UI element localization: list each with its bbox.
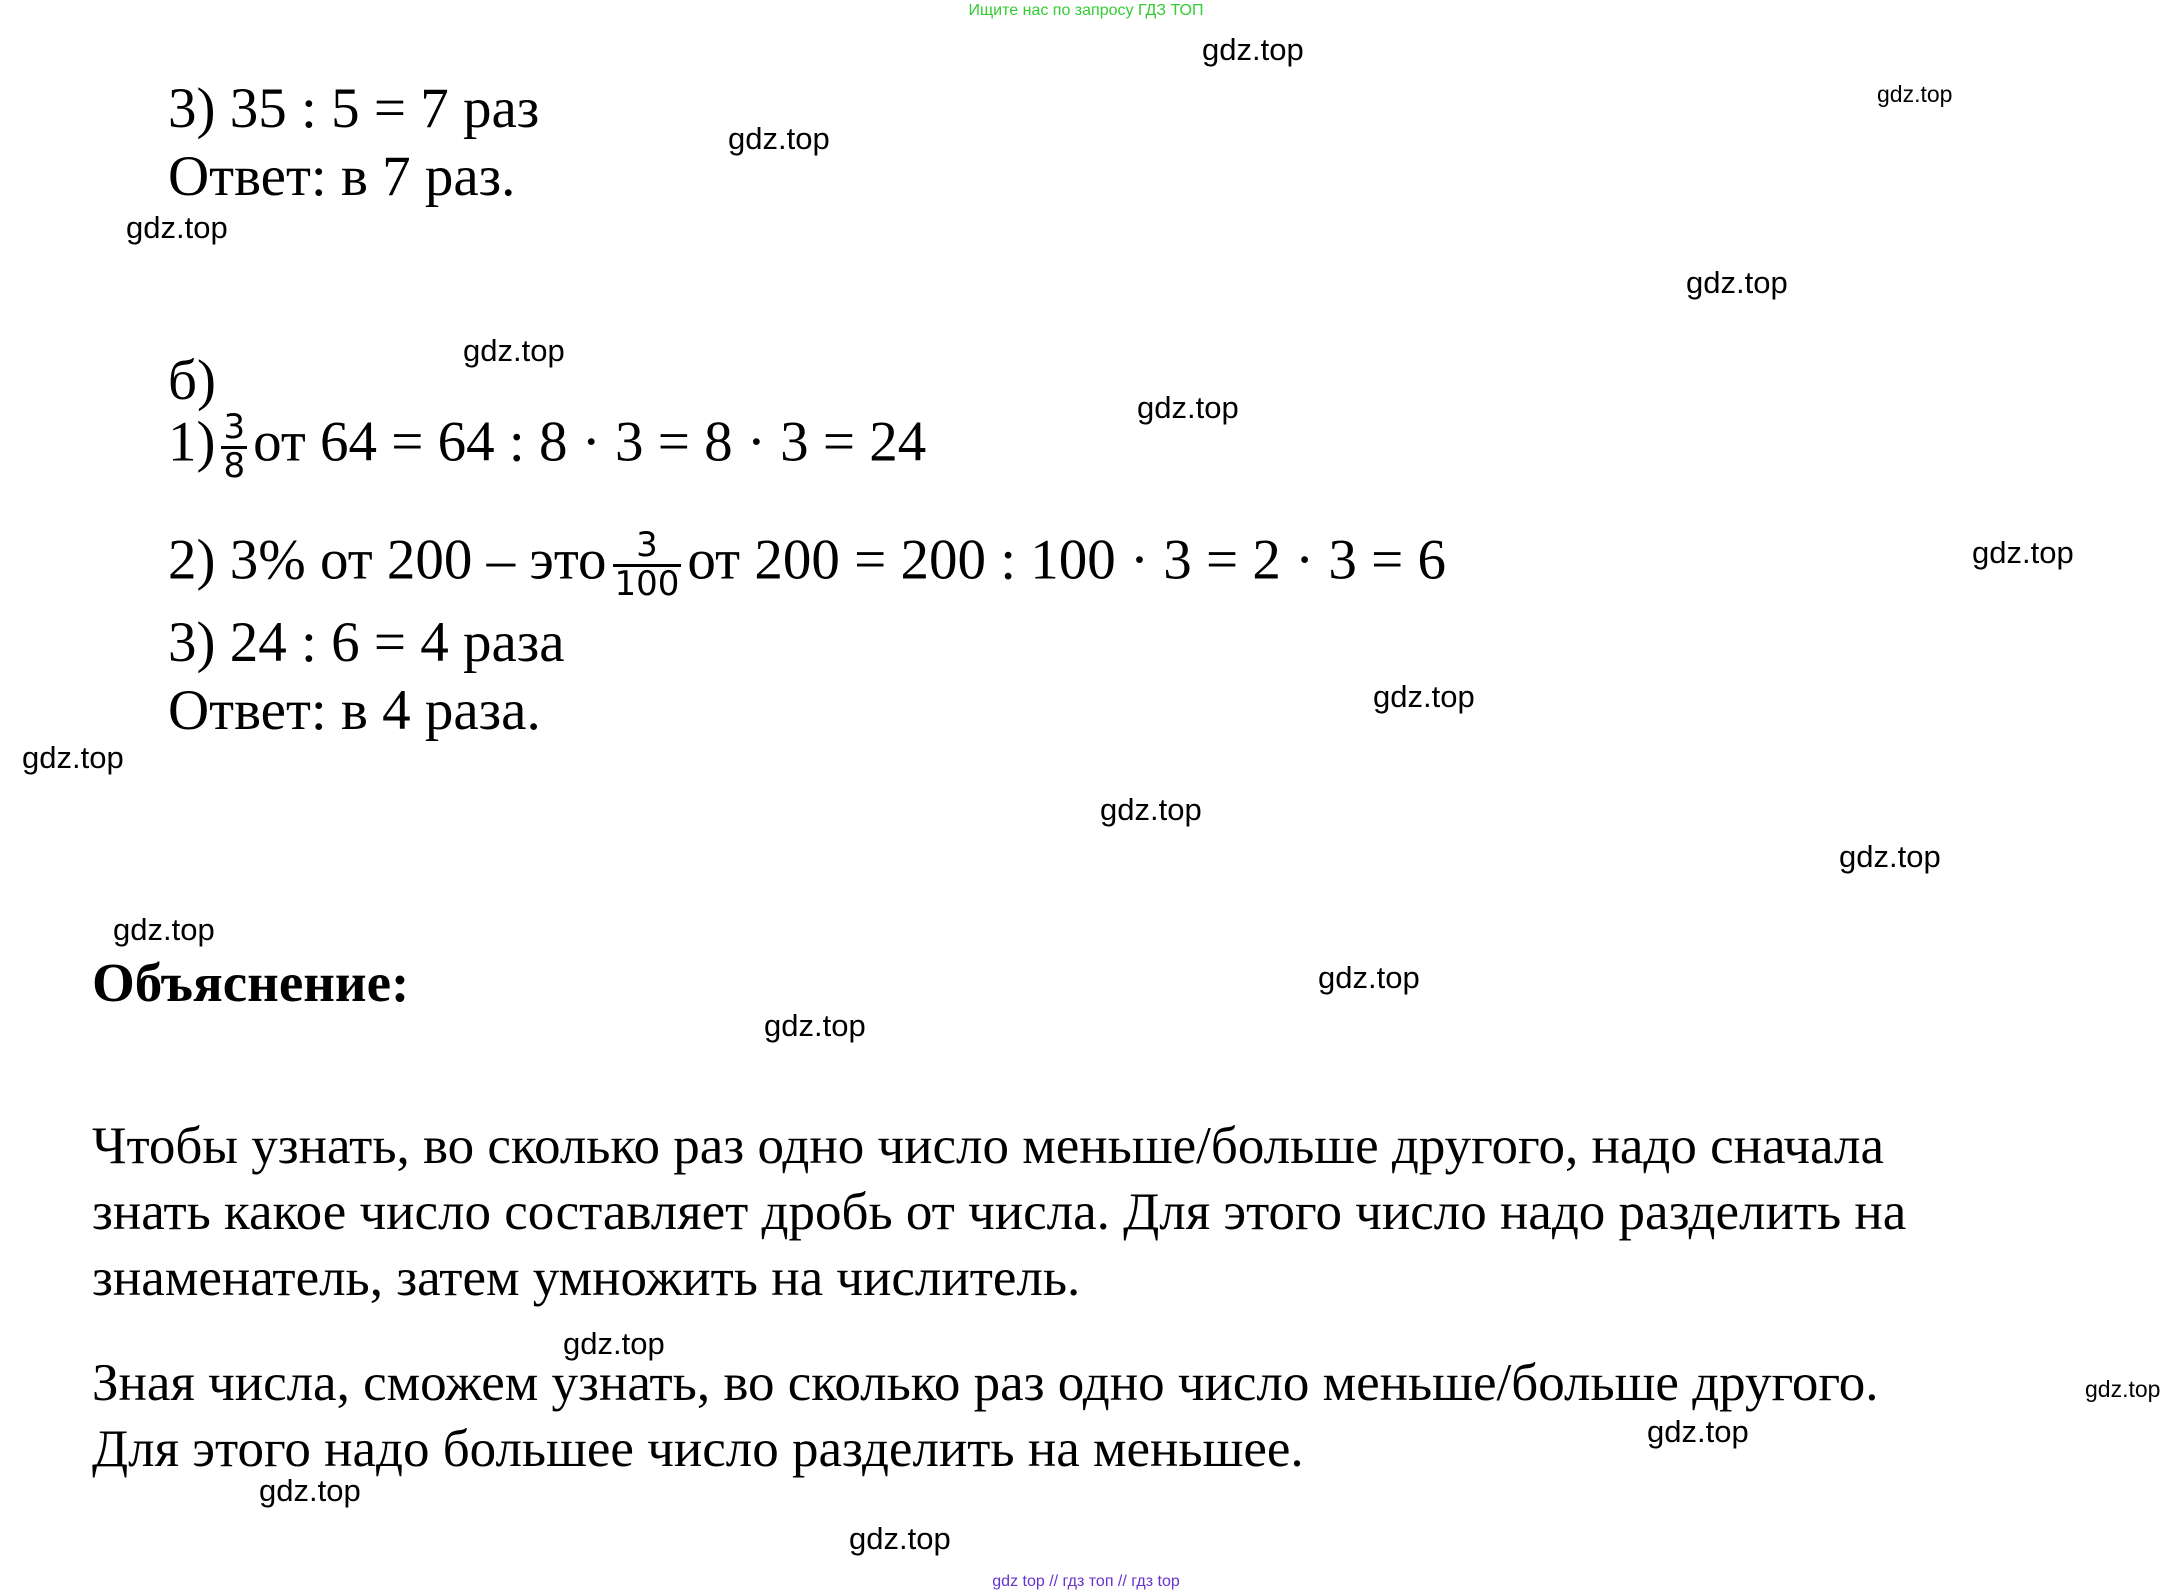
part-b-answer: Ответ: в 4 раза.	[168, 679, 541, 742]
para2-line1: Зная числа, сможем узнать, во сколько раз одно число меньше/больше другого.	[92, 1354, 1879, 1412]
step1-fraction-numerator: 3	[223, 407, 246, 447]
para1-line3: знаменатель, затем умножить на числитель.	[92, 1249, 1081, 1307]
step2-fraction	[613, 525, 682, 604]
step1-rest: от 64 = 64 : 8 · 3 = 8 · 3 = 24	[253, 410, 927, 474]
watermark: gdz.top	[259, 1473, 361, 1508]
watermark: gdz.top	[1137, 390, 1239, 425]
watermark: gdz.top	[1202, 32, 1304, 67]
watermark: gdz.top	[1839, 839, 1941, 874]
explanation-para1	[92, 1113, 1906, 1311]
part-a-step3: 3) 35 : 5 = 7 раз	[168, 77, 540, 140]
watermark: gdz.top	[113, 912, 215, 947]
watermark: gdz.top	[1877, 81, 1953, 107]
bottom-banner[interactable]: gdz top // гдз топ // гдз top	[992, 1573, 1180, 1590]
watermark: gdz.top	[1318, 960, 1420, 995]
para2-line2: Для этого надо большее число разделить на меньшее.	[92, 1420, 1304, 1478]
watermark: gdz.top	[1373, 679, 1475, 714]
top-banner[interactable]: Ищите нас по запросу ГДЗ ТОП	[968, 2, 1204, 19]
watermark: gdz.top	[126, 210, 228, 245]
step1-prefix: 1)	[168, 410, 216, 474]
watermark: gdz.top	[1100, 792, 1202, 827]
watermark: gdz.top	[2085, 1376, 2161, 1402]
watermark: gdz.top	[1647, 1414, 1749, 1449]
step2-fraction-denominator: 100	[614, 563, 680, 604]
watermark: gdz.top	[849, 1521, 951, 1556]
step2-prefix: 2) 3% от 200 – это	[168, 528, 607, 592]
watermark: gdz.top	[563, 1326, 665, 1361]
part-b-step3: 3) 24 : 6 = 4 раза	[168, 611, 565, 674]
part-b-label: б)	[168, 349, 216, 412]
watermark: gdz.top	[22, 740, 124, 775]
step2-fraction-numerator: 3	[613, 528, 682, 567]
para1-line1: Чтобы узнать, во сколько раз одно число меньше/больше другого, надо сначала	[92, 1117, 1884, 1175]
watermark: gdz.top	[1686, 265, 1788, 300]
part-b-step2	[168, 525, 1447, 604]
step1-fraction-denominator: 8	[223, 445, 246, 486]
watermark: gdz.top	[463, 333, 565, 368]
part-a-answer: Ответ: в 7 раз.	[168, 145, 516, 208]
explanation-heading: Объяснение:	[92, 952, 410, 1013]
explanation-para2	[92, 1350, 1879, 1482]
watermark: gdz.top	[1972, 535, 2074, 570]
step1-fraction	[221, 407, 247, 486]
step2-rest: от 200 = 200 : 100 · 3 = 2 · 3 = 6	[687, 528, 1447, 592]
para1-line2: знать какое число составляет дробь от числа. Для этого число надо разделить на	[92, 1183, 1907, 1241]
watermark: gdz.top	[764, 1008, 866, 1043]
watermark: gdz.top	[728, 121, 830, 156]
part-b-step1	[168, 407, 927, 486]
